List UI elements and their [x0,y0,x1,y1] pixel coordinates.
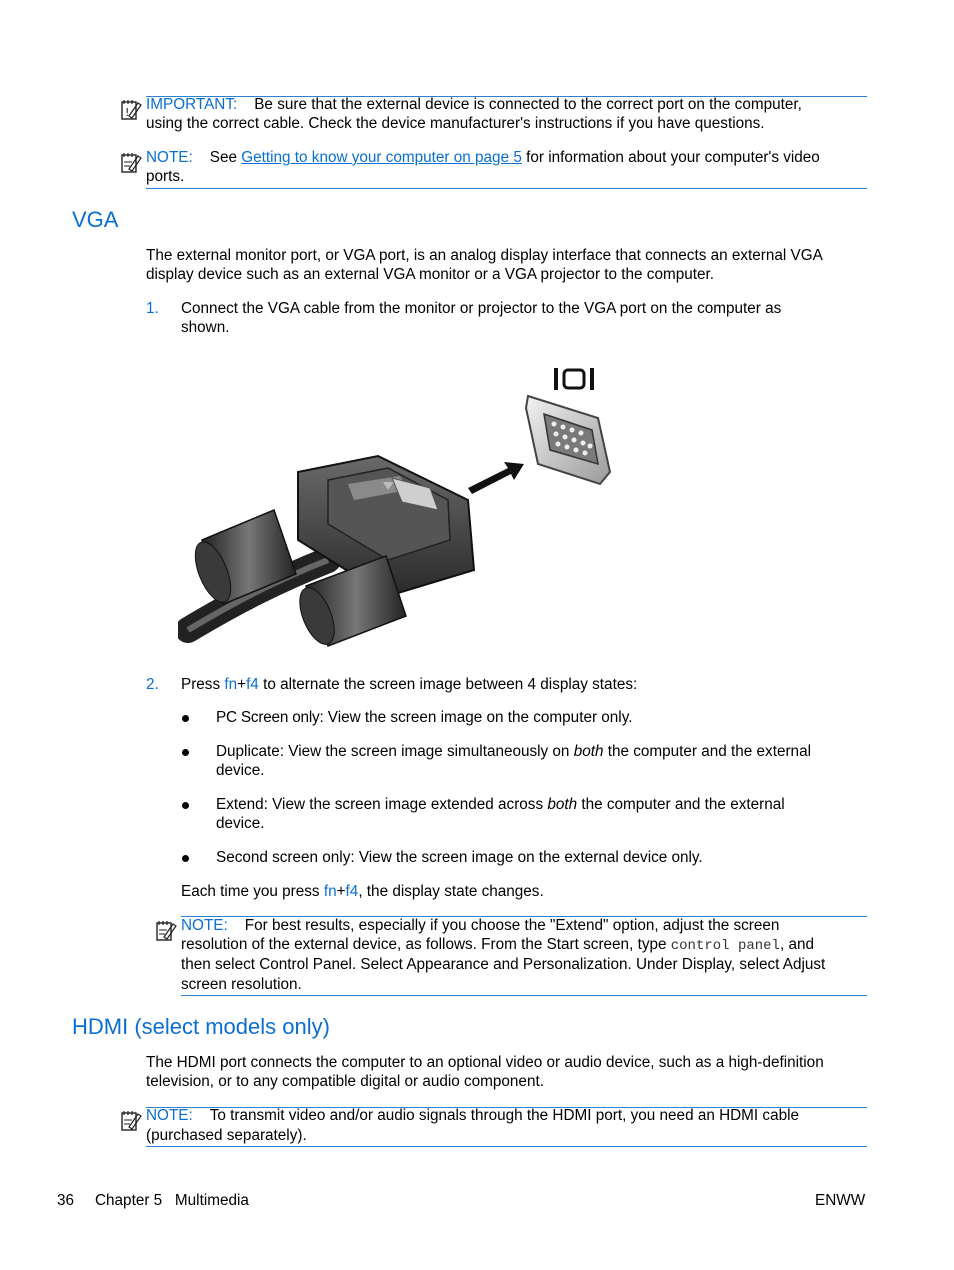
bullet-1-text: View the screen image on the computer only. [323,709,633,726]
note1-line-1 [146,148,820,168]
note2-l4-b: . [297,976,302,993]
step-2-plus: + [237,676,247,693]
bullet-dot [182,715,189,722]
f4-key: f4 [246,676,259,693]
note2-l3-b: Control Panel [259,956,352,973]
bullet-dot [182,749,189,756]
vga-para-2: display device such as an external VGA monitor or a VGA projector to the computer. [146,266,714,283]
bullet-3-text: View the screen image extended across [267,796,548,813]
bullet-2-line-2: device. [216,762,265,779]
bullet-extend [216,795,785,815]
hdmi-heading: HDMI (select models only) [72,1014,330,1039]
bullet-dot [182,855,189,862]
note2-l3-a: then select [181,956,260,973]
note3-bottom-rule [146,1146,867,1147]
svg-text:!: ! [125,106,130,119]
footer-chapter: Chapter 5 Multimedia [95,1192,249,1209]
each-pre: Each time you press [181,883,324,900]
note-icon [120,1109,142,1133]
bullet-1-bold: PC Screen only: [216,709,324,726]
important-text-2: using the correct cable. Check the device manufacturer's instructions if you have questions. [146,115,765,132]
vga-para-1: The external monitor port, or VGA port, is an analog display interface that connects an external VGA [146,247,823,264]
hdmi-para-2: television, or to any compatible digital or audio component. [146,1073,544,1090]
note3-line-2: (purchased separately). [146,1127,307,1144]
note1-pre: See [209,149,242,166]
bullet-second-screen-only [216,848,703,868]
step-2-number: 2. [146,676,159,693]
note2-label: NOTE: [181,917,228,934]
each-fn-key: fn [323,883,337,900]
important-text-1: Be sure that the external device is connected to the correct port on the computer, [254,96,802,113]
bullet-duplicate [216,742,811,762]
note-icon [155,919,177,943]
note3-line-1 [146,1106,799,1126]
insert-arrow-icon [468,462,524,494]
bullet-3-bold: Extend: [216,796,268,813]
note2-l3-c: . Select [351,956,407,973]
bullet-4-text: View the screen image on the external device only. [354,849,703,866]
note2-l4-a: screen resolution [181,976,298,993]
vga-connection-illustration [178,360,618,660]
note1-label: NOTE: [146,149,193,166]
bullet-2-bold: Duplicate: [216,743,285,760]
bullet-3-line-2: device. [216,815,265,832]
each-plus: + [336,883,346,900]
note-icon [120,151,142,175]
bullet-2-em: both [573,743,604,760]
note2-line2-pre: resolution of the external device, as follows. From the Start screen, type [181,936,671,953]
step-2-line [181,675,637,695]
step-2-post: to alternate the screen image between 4 display states: [258,676,638,693]
bullet-4-bold: Second screen only: [216,849,355,866]
important-icon [120,98,142,122]
note2-l3-d: Appearance and Personalization [406,956,628,973]
note2-bottom-rule [181,995,867,996]
each-time-line [181,882,544,902]
note2-l3-f: Display [681,956,731,973]
note1-line-2: ports. [146,168,185,185]
note2-line2-post: , and [779,936,814,953]
note2-l3-g: , select [730,956,783,973]
hdmi-para-1: The HDMI port connects the computer to an optional video or audio device, such as a high-definition [146,1054,824,1071]
note2-line-2 [181,935,814,957]
note2-l3-h: Adjust [782,956,826,973]
footer-right: ENWW [815,1192,866,1209]
bullet-2-text: View the screen image simultaneously on [284,743,574,760]
bullet-dot [182,802,189,809]
bullet-3-text2: the computer and the external [577,796,785,813]
each-f4-key: f4 [345,883,359,900]
note2-l3-e: . Under [627,956,682,973]
note2-line-1 [181,916,779,936]
step-2-pre: Press [181,676,225,693]
fn-key: fn [224,676,238,693]
note2-text-1: For best results, especially if you choose the "Extend" option, adjust the screen [244,917,780,934]
bullet-pc-screen-only [216,708,632,728]
note1-bottom-rule [146,188,867,189]
bullet-3-em: both [547,796,578,813]
note2-line-4 [181,975,302,995]
note1-post: for information about your computer's video [521,149,820,166]
vga-port [526,396,610,484]
bullet-2-text2: the computer and the external [603,743,811,760]
note2-line-3 [181,955,825,975]
footer-page-number: 36 [57,1192,75,1209]
step-1-line-2: shown. [181,319,230,336]
each-post: , the display state changes. [358,883,544,900]
step-1-number: 1. [146,300,159,317]
note3-label: NOTE: [146,1107,193,1124]
vga-heading: VGA [72,207,119,232]
note1-link[interactable]: Getting to know your computer on page 5 [241,149,522,166]
vga-port-icon [554,368,594,390]
note3-text-1: To transmit video and/or audio signals through the HDMI port, you need an HDMI cable [209,1107,799,1124]
note2-code: control panel [670,938,780,954]
step-1-line-1: Connect the VGA cable from the monitor or projector to the VGA port on the computer as [181,300,782,317]
important-label: IMPORTANT: [146,96,238,113]
important-line-1 [146,95,802,115]
